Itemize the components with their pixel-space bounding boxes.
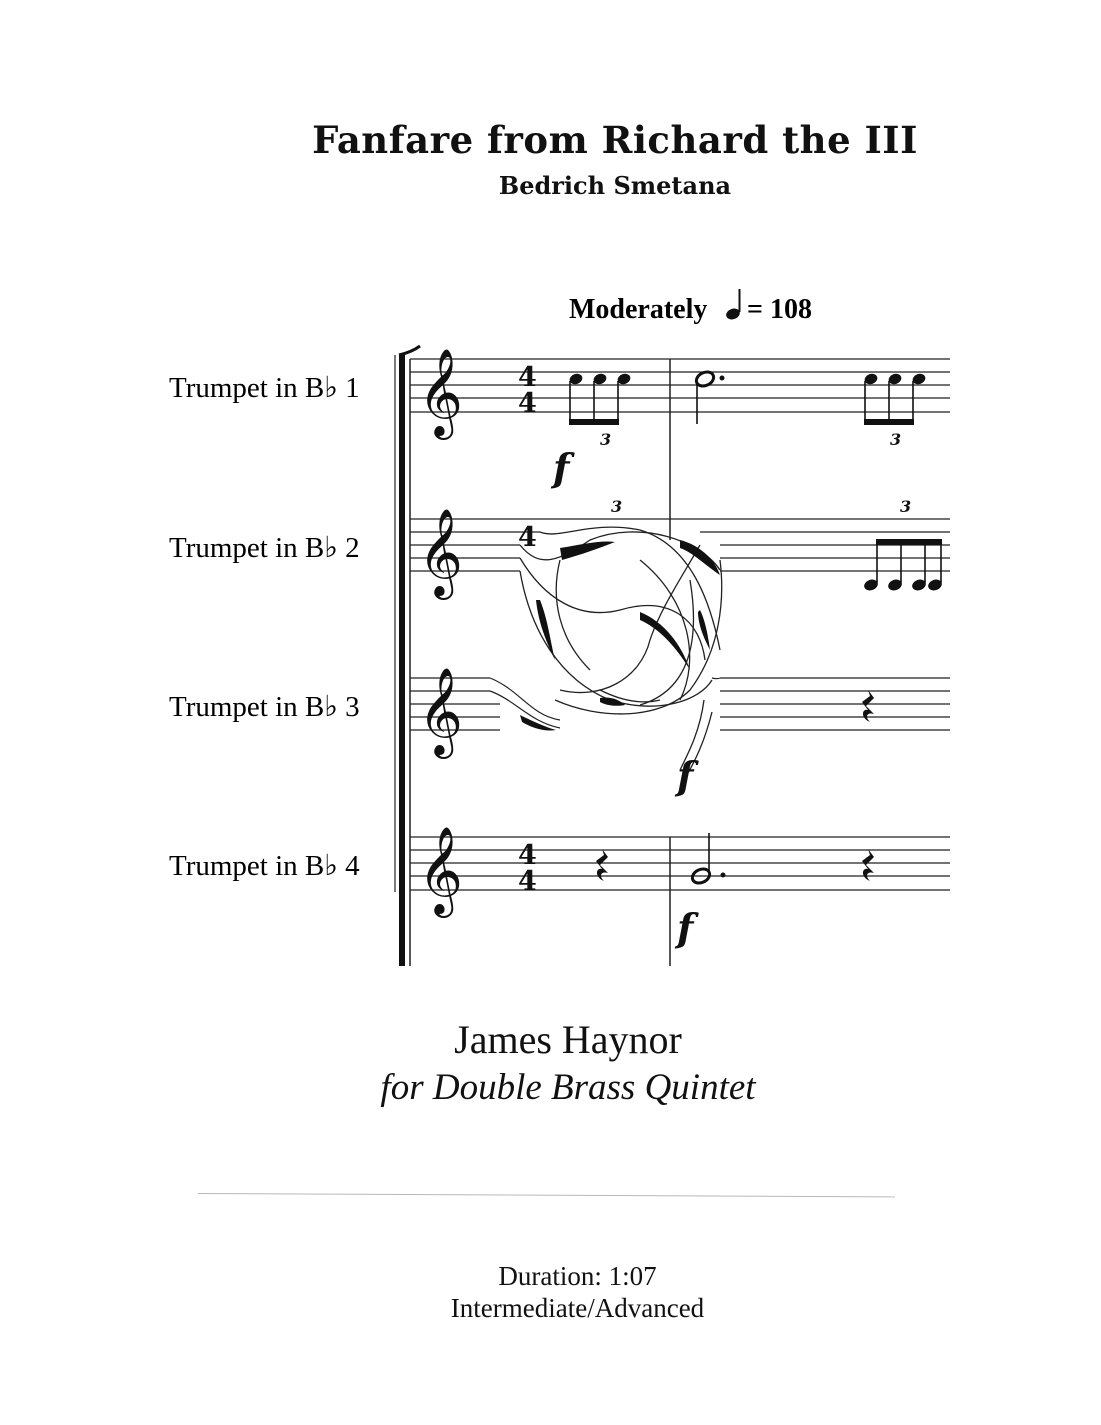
treble-clef-icon: 𝄞 xyxy=(418,507,463,596)
time-signature: 4 xyxy=(518,522,537,553)
treble-clef-icon: 𝄞 xyxy=(418,666,463,755)
staff-2 xyxy=(410,497,950,600)
swirl-distortion xyxy=(520,527,722,780)
tempo-text: Moderately xyxy=(569,294,708,325)
tuplet-3: 3 xyxy=(890,430,902,449)
score-title: Fanfare from Richard the III xyxy=(312,118,918,162)
treble-clef-icon: 𝄞 xyxy=(418,347,463,436)
arranger-name: James Haynor xyxy=(454,1017,682,1062)
tuplet-3: 3 xyxy=(900,497,912,516)
staff-1 xyxy=(410,347,950,490)
triplet-notes xyxy=(863,539,944,592)
instrument-label-3: Trumpet in B♭ 3 xyxy=(169,691,360,723)
staff-3 xyxy=(410,666,950,798)
staff-4 xyxy=(410,825,950,950)
tuplet-3: 3 xyxy=(611,497,623,516)
instrument-label-2: Trumpet in B♭ 2 xyxy=(169,532,360,564)
divider-line xyxy=(198,1193,895,1197)
instrument-label-4: Trumpet in B♭ 4 xyxy=(169,850,360,882)
ensemble-subtitle: for Double Brass Quintet xyxy=(380,1067,756,1108)
dynamic-forte: f xyxy=(677,905,694,950)
quarter-note-icon xyxy=(725,289,742,321)
time-signature: 4 xyxy=(518,362,537,393)
tuplet-3: 3 xyxy=(600,430,612,449)
tempo-value: = 108 xyxy=(747,294,812,325)
dynamic-forte: f xyxy=(677,753,694,798)
dynamic-forte: f xyxy=(553,445,570,490)
system-bracket xyxy=(395,346,420,966)
dotted-half-note xyxy=(690,833,725,886)
composer-name: Bedrich Smetana xyxy=(498,171,732,200)
dotted-half-note xyxy=(694,369,724,424)
svg-text:4: 4 xyxy=(518,388,537,419)
time-signature: 4 xyxy=(518,840,537,871)
duration-text: Duration: 1:07 xyxy=(498,1261,657,1291)
instrument-label-1: Trumpet in B♭ 1 xyxy=(169,372,360,404)
svg-text:4: 4 xyxy=(518,866,537,897)
difficulty-level: Intermediate/Advanced xyxy=(450,1293,705,1323)
treble-clef-icon: 𝄞 xyxy=(418,825,463,914)
